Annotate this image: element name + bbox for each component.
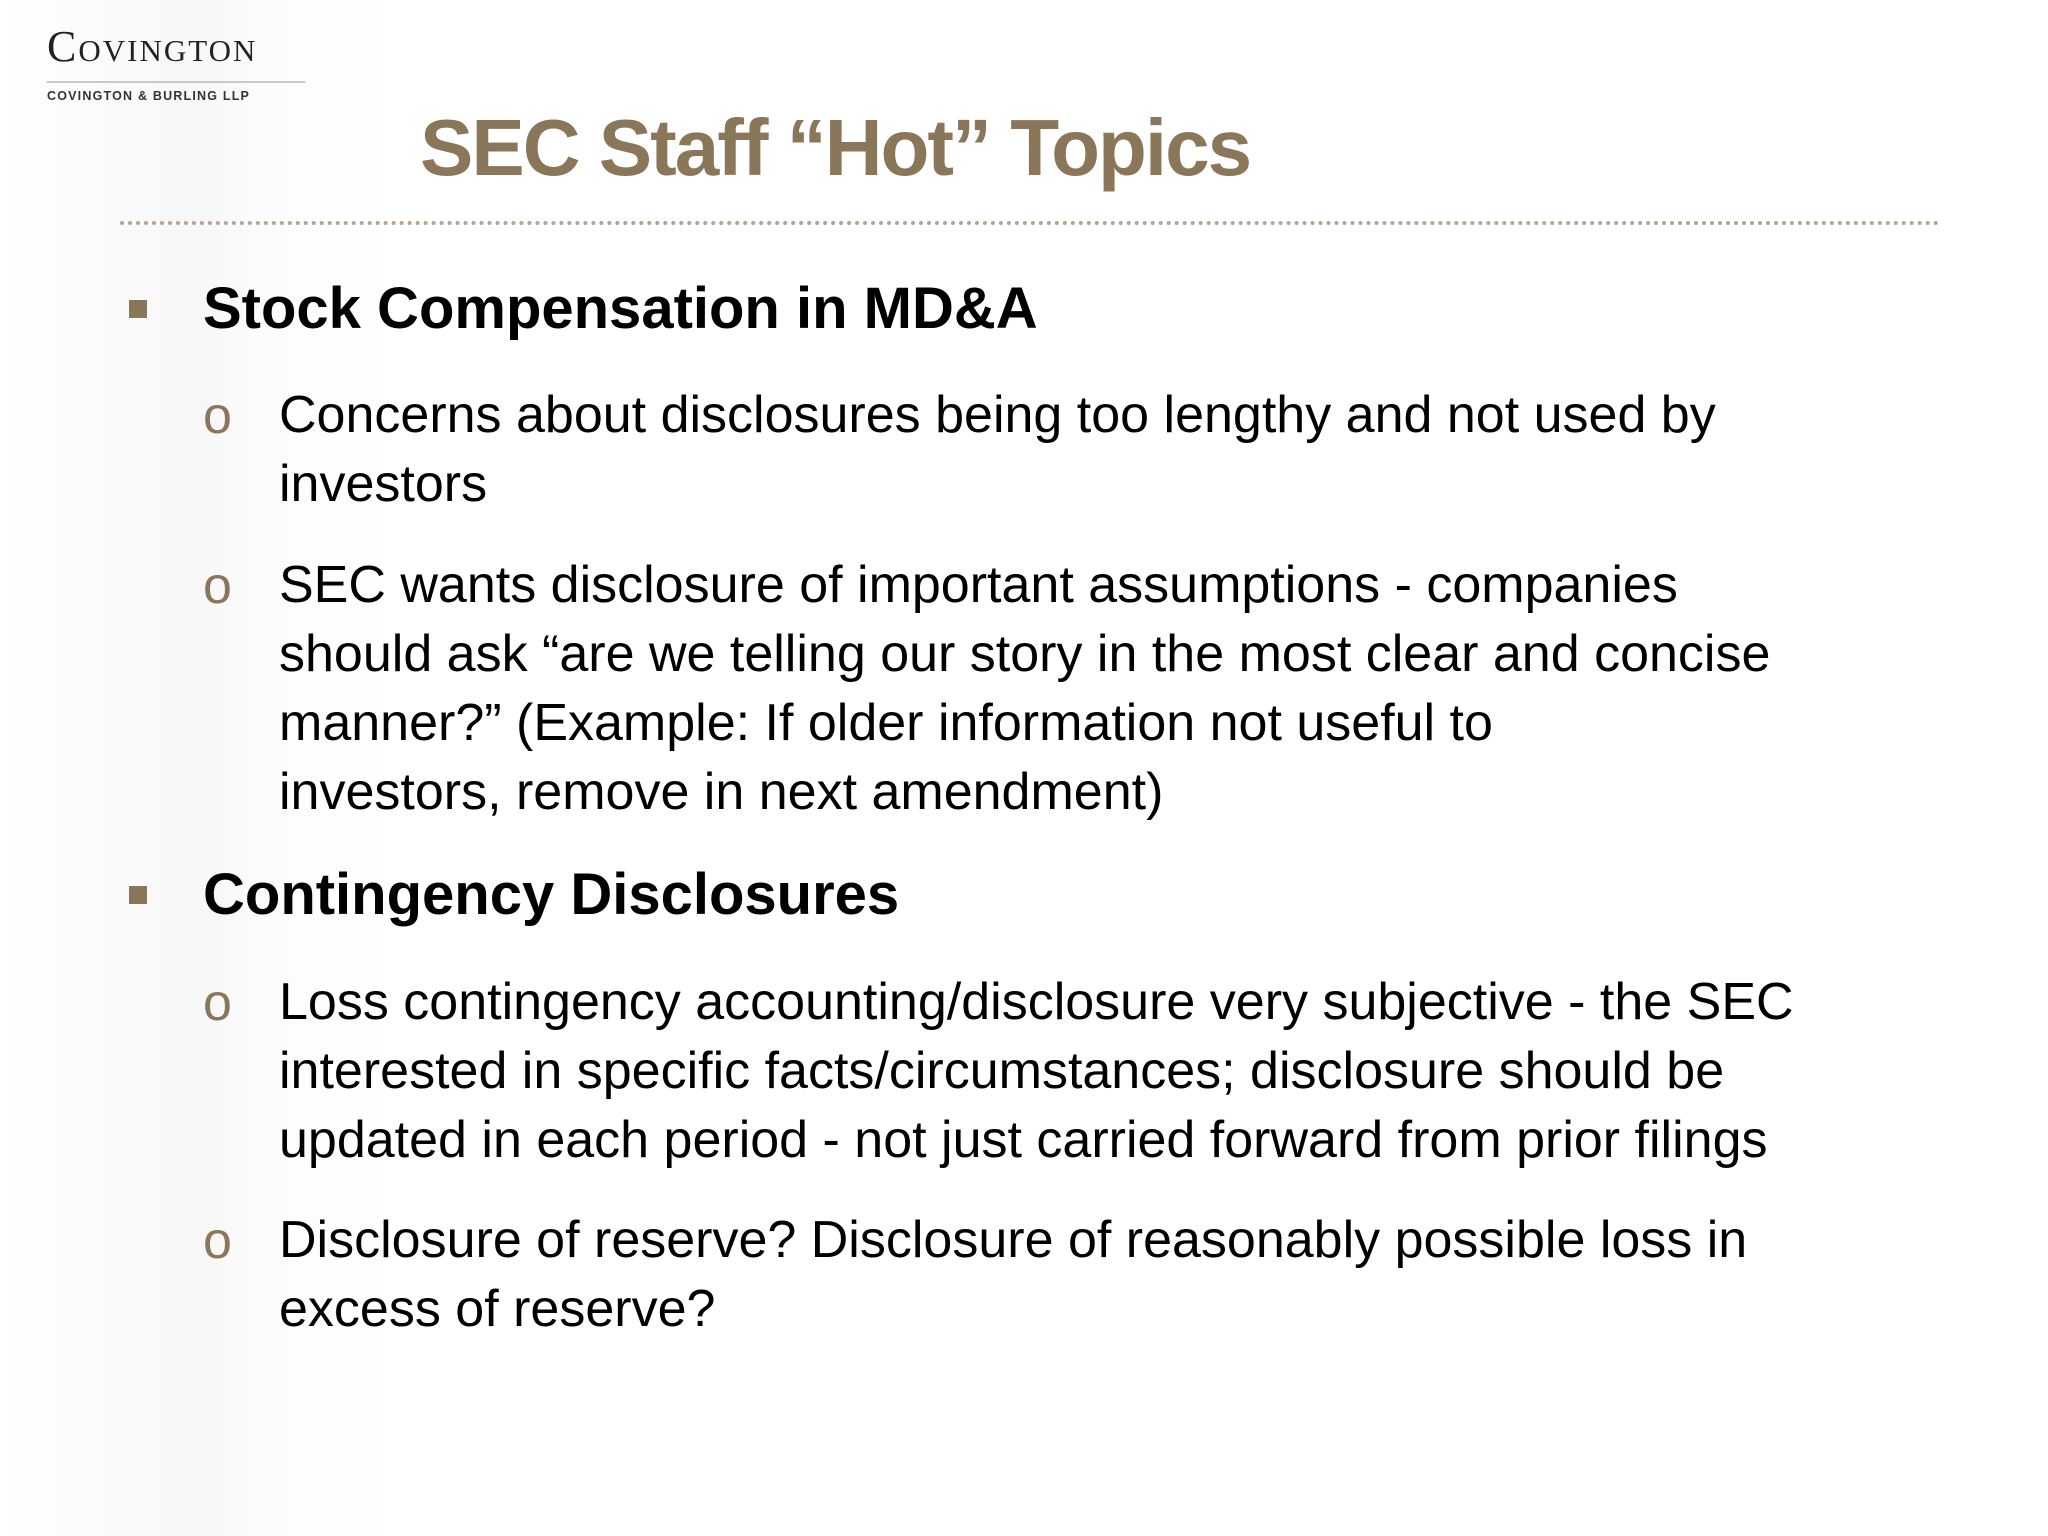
title-divider (120, 221, 1940, 225)
logo-subtitle: COVINGTON & BURLING LLP (47, 89, 251, 103)
circle-bullet-icon: o (203, 974, 232, 1032)
section-heading: Contingency Disclosures (203, 862, 900, 927)
list-item-text: Concerns about disclosures being too lengthy and not used by investors (279, 386, 1716, 513)
list-item-text: SEC wants disclosure of important assumptions - companies should ask “are we telling our story in the most clear and concise manner?” (Example: If older information not useful to investors, remove in next amendment) (279, 556, 1771, 821)
logo-rule (47, 81, 305, 83)
list-item-text: Disclosure of reserve? Disclosure of reasonably possible loss in excess of reserve? (279, 1211, 1748, 1338)
circle-bullet-icon: o (203, 557, 232, 615)
square-bullet-icon (129, 300, 147, 318)
circle-bullet-icon: o (203, 387, 232, 445)
list-item-text: Loss contingency accounting/disclosure very subjective - the SEC interested in specific facts/circumstances; disclosure should be updated in each period - not just carried forward from prior filings (279, 973, 1794, 1169)
section-heading: Stock Compensation in MD&A (203, 276, 1038, 341)
covington-logo (47, 22, 309, 103)
slide-title: SEC Staff “Hot” Topics (420, 103, 1251, 192)
square-bullet-icon (129, 886, 147, 904)
circle-bullet-icon: o (203, 1212, 232, 1270)
logo-name: Covington (47, 22, 258, 71)
